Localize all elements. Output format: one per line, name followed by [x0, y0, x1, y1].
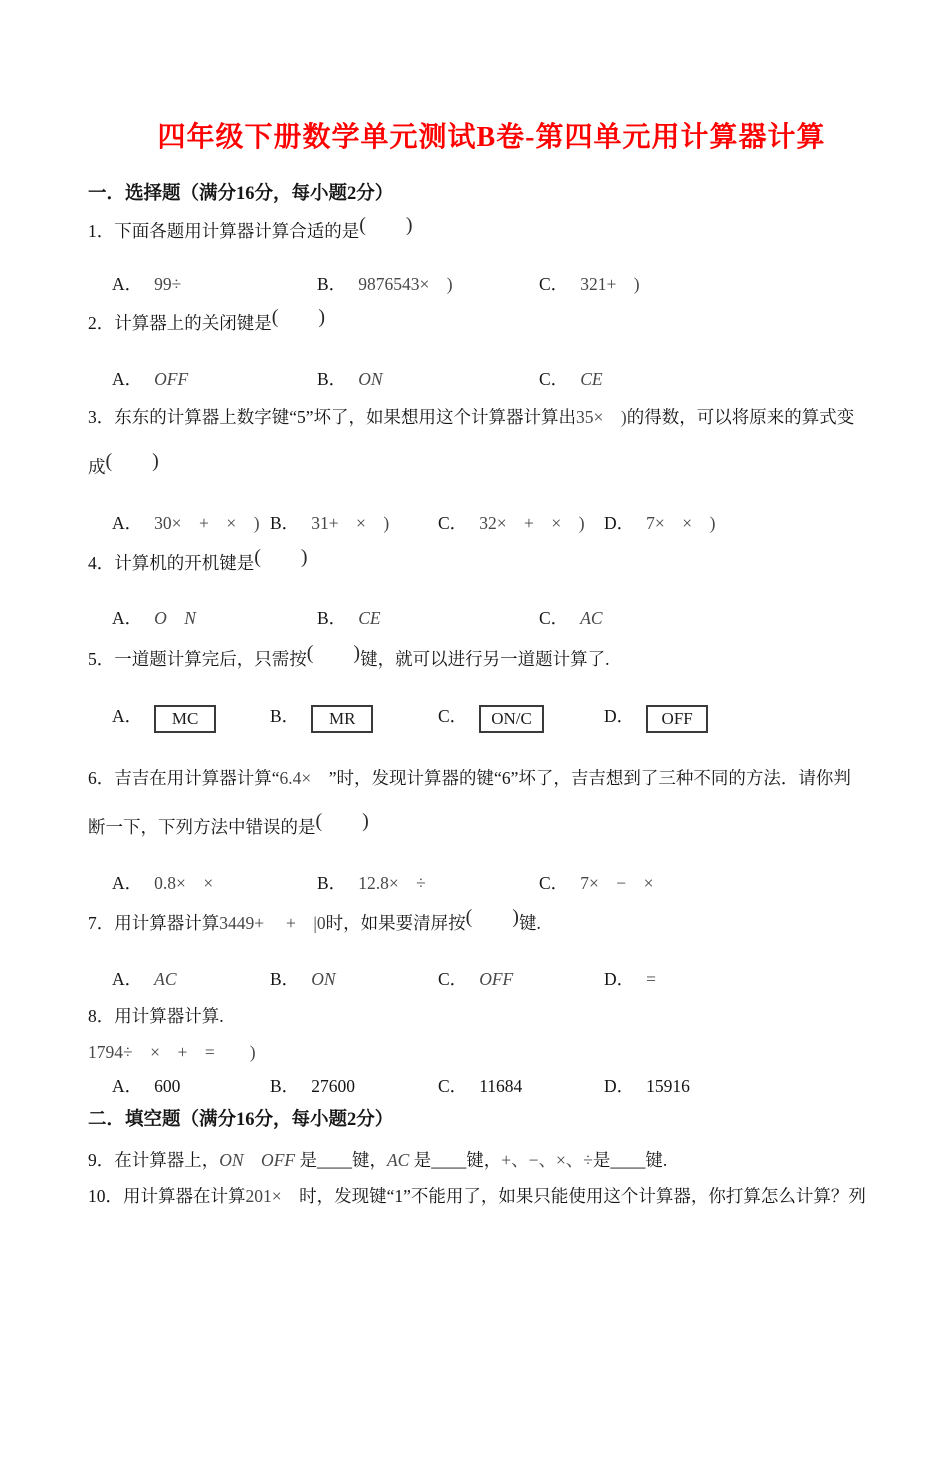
- answer-paren-blank: ( ): [254, 546, 308, 568]
- question-5-text: 5．一道题计算完后，只需按: [88, 649, 307, 669]
- question-4-options: [88, 606, 895, 630]
- option-b: [317, 272, 539, 296]
- option-label: A．: [112, 513, 143, 533]
- inline-formula: 6.4×: [279, 768, 312, 788]
- option-number: 600: [154, 1076, 181, 1096]
- option-formula: 31+ × ): [311, 513, 390, 533]
- option-label: B．: [270, 513, 300, 533]
- option-formula: 99÷: [154, 274, 182, 294]
- option-formula: 9876543× ): [358, 274, 453, 294]
- question-9-text: 是____键.: [592, 1150, 668, 1170]
- question-3-text: 的得数，可以将原来的算式变: [626, 407, 855, 427]
- option-label: A．: [112, 608, 143, 628]
- option-c: [539, 367, 895, 391]
- option-number: 15916: [646, 1076, 690, 1096]
- operator-keys: +、−、×、÷: [501, 1150, 593, 1170]
- question-2-options: [88, 367, 895, 391]
- question-7-options: [88, 967, 895, 991]
- question-8-options: [88, 1074, 895, 1098]
- answer-paren-blank: ( ): [271, 306, 326, 328]
- option-label: B．: [317, 608, 347, 628]
- question-10: [88, 1184, 895, 1208]
- option-b: [270, 700, 438, 733]
- option-label: A．: [112, 369, 143, 389]
- question-1-options: [88, 272, 895, 296]
- option-label: D．: [604, 706, 635, 726]
- question-10-text: 10．用计算器在计算: [88, 1186, 246, 1206]
- option-c: [438, 700, 604, 733]
- option-number: 27600: [311, 1076, 355, 1096]
- question-9-text: 9．在计算器上，: [88, 1150, 220, 1170]
- question-8: [88, 1004, 895, 1028]
- option-key-name: AC: [580, 608, 603, 628]
- option-key-name: OFF: [154, 369, 189, 389]
- test-paper-page: [0, 118, 950, 1462]
- option-label: B．: [317, 369, 347, 389]
- option-key-name: ON: [358, 369, 383, 389]
- option-b: [270, 511, 438, 535]
- answer-paren-blank: ( ): [359, 214, 413, 236]
- answer-paren-blank: ( ): [105, 450, 159, 472]
- inline-formula: 35× ): [576, 407, 627, 427]
- option-key-name: OFF: [479, 969, 514, 989]
- question-6-options: [88, 871, 895, 895]
- calculator-key-onc: ON/C: [479, 705, 544, 733]
- option-formula: 32× + × ): [479, 513, 585, 533]
- question-6-text: 断一下，下列方法中错误的是: [88, 817, 316, 837]
- answer-paren-blank: ( ): [465, 906, 519, 928]
- question-4-text: 4．计算机的开机键是: [88, 553, 255, 573]
- option-label: D．: [604, 513, 635, 533]
- option-d: [604, 511, 895, 535]
- option-a: [112, 606, 317, 630]
- question-4: [88, 546, 895, 575]
- option-a: [112, 871, 317, 895]
- calculator-key-mr: MR: [311, 705, 373, 733]
- option-label: A．: [112, 969, 143, 989]
- option-b: [270, 1074, 438, 1098]
- question-3-text: 3．东东的计算器上数字键“5”坏了，如果想用这个计算器计算出: [88, 407, 577, 427]
- option-d: [604, 967, 895, 991]
- option-label: C．: [539, 873, 569, 893]
- question-10-text: 时，发现键“1”不能用了，如果只能使用这个计算器，你打算怎么计算？列: [281, 1186, 866, 1206]
- calculator-key-off: OFF: [646, 705, 708, 733]
- option-label: C．: [438, 1076, 468, 1096]
- option-key-name: CE: [358, 608, 381, 628]
- question-9: [88, 1148, 895, 1172]
- option-key-name: O N: [154, 608, 196, 628]
- option-label: C．: [438, 513, 468, 533]
- option-label: B．: [270, 706, 300, 726]
- option-c: [539, 272, 895, 296]
- question-6-line2: [88, 810, 895, 839]
- option-formula: 30× + × ): [154, 513, 260, 533]
- option-label: C．: [539, 369, 569, 389]
- question-7-text: 时，如果要清屏按: [325, 913, 466, 933]
- question-2-text: 2．计算器上的关闭键是: [88, 313, 272, 333]
- option-label: C．: [438, 706, 468, 726]
- question-5: [88, 642, 895, 671]
- option-key-name: AC: [154, 969, 177, 989]
- option-key-name: CE: [580, 369, 603, 389]
- option-b: [317, 871, 539, 895]
- key-name-on-off: ON OFF: [219, 1150, 296, 1170]
- answer-paren-blank: ( ): [306, 642, 361, 664]
- option-key-name: =: [646, 969, 657, 989]
- question-7-text: 键.: [518, 913, 541, 933]
- option-label: C．: [438, 969, 468, 989]
- option-label: A．: [112, 1076, 143, 1096]
- question-3-line1: [88, 405, 895, 429]
- option-c: [438, 967, 604, 991]
- option-d: [604, 700, 895, 733]
- question-6-text: 6．吉吉在用计算器计算“: [88, 768, 280, 788]
- question-8-formula: [88, 1040, 895, 1064]
- option-label: C．: [539, 608, 569, 628]
- option-a: [112, 967, 270, 991]
- calculator-key-mc: MC: [154, 705, 216, 733]
- option-c: [539, 606, 895, 630]
- question-5-options: [88, 700, 895, 733]
- option-label: A．: [112, 274, 143, 294]
- question-3-text: 成: [88, 457, 106, 477]
- option-c: [438, 511, 604, 535]
- question-6-line1: [88, 766, 895, 790]
- option-b: [270, 967, 438, 991]
- option-c: [438, 1074, 604, 1098]
- answer-paren-blank: ( ): [315, 810, 369, 832]
- option-label: A．: [112, 873, 143, 893]
- inline-formula: 201×: [245, 1186, 282, 1206]
- option-label: D．: [604, 969, 635, 989]
- option-key-name: ON: [311, 969, 336, 989]
- question-9-text: 是____键，: [299, 1150, 387, 1170]
- question-6-text: ”时，发现计算器的键“6”坏了，吉吉想到了三种不同的方法．请你判: [311, 768, 851, 788]
- question-5-text: 键，就可以进行另一道题计算了.: [360, 649, 610, 669]
- option-d: [604, 1074, 895, 1098]
- option-label: B．: [317, 873, 347, 893]
- option-number: 11684: [479, 1076, 523, 1096]
- question-9-text: 是____键，: [413, 1150, 502, 1170]
- option-formula: 12.8× ÷: [358, 873, 426, 893]
- question-2: [88, 306, 895, 335]
- option-a: [112, 700, 270, 733]
- page-title: 四年级下册数学单元测试B卷-第四单元用计算器计算: [157, 122, 826, 153]
- option-formula: 7× − ×: [580, 873, 654, 893]
- option-label: A．: [112, 706, 143, 726]
- option-b: [317, 606, 539, 630]
- option-a: [112, 1074, 270, 1098]
- inline-formula: 1794÷ × + = ): [88, 1042, 256, 1062]
- section-1-heading: 一．选择题（满分16分，每小题2分）: [88, 184, 394, 204]
- question-1-text: 1．下面各题用计算器计算合适的是: [88, 221, 360, 241]
- question-7-text: 7．用计算器计算: [88, 913, 220, 933]
- question-1: [88, 214, 895, 243]
- option-b: [317, 367, 539, 391]
- question-8-text: 8．用计算器计算.: [88, 1006, 224, 1026]
- question-7: [88, 906, 895, 935]
- option-label: D．: [604, 1076, 635, 1096]
- section-2-heading: 二．填空题（满分16分，每小题2分）: [88, 1110, 394, 1130]
- option-formula: 7× × ): [646, 513, 716, 533]
- inline-formula: 3449+ + |0: [219, 913, 326, 933]
- option-a: [112, 511, 270, 535]
- question-3-line2: [88, 450, 895, 479]
- option-label: B．: [270, 969, 300, 989]
- option-a: [112, 367, 317, 391]
- option-c: [539, 871, 895, 895]
- option-label: B．: [317, 274, 347, 294]
- option-a: [112, 272, 317, 296]
- option-formula: 0.8× ×: [154, 873, 214, 893]
- option-formula: 321+ ): [580, 274, 640, 294]
- option-label: B．: [270, 1076, 300, 1096]
- question-3-options: [88, 511, 895, 535]
- option-label: C．: [539, 274, 569, 294]
- key-name-ac: AC: [386, 1150, 410, 1170]
